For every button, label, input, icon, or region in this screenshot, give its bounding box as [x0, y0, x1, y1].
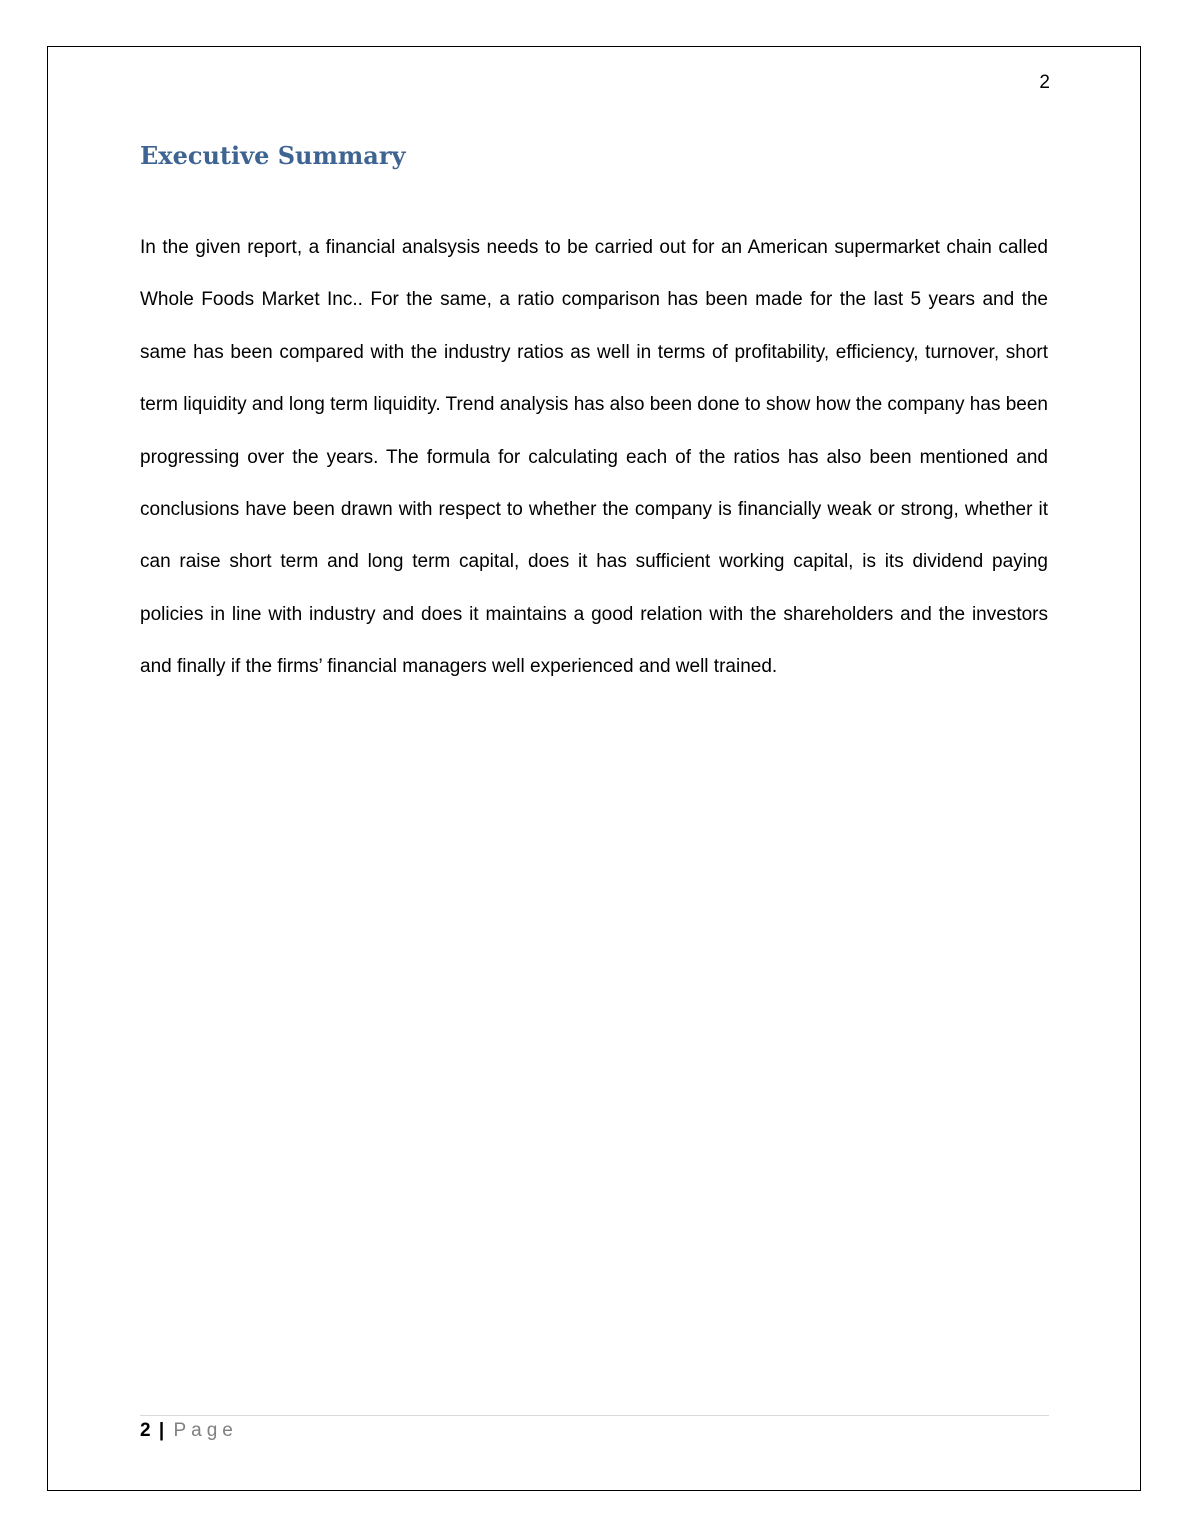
footer-divider [140, 1415, 1049, 1416]
page-footer [140, 1419, 238, 1443]
footer-page-number: 2 [140, 1420, 151, 1441]
section-heading: Executive Summary [140, 141, 406, 170]
footer-separator: | [158, 1420, 165, 1441]
footer-page-label: Page [173, 1420, 238, 1441]
header-page-number: 2 [1039, 72, 1050, 93]
summary-paragraph: In the given report, a financial analsysis needs to be carried out for an American supermarket chain called Whole Foods Market Inc.. For the same, a ratio comparison has been made for the last 5 years and the same has been compared with the industry ratios as well in terms of profitability, efficiency, turnover, short term liquidity and long term liquidity. Trend analysis has also been done to show how the company has been progressing over the years. The formula for calculating each of the ratios has also been mentioned and conclusions have been drawn with respect to whether the company is financially weak or strong, whether it can raise short term and long term capital, does it has sufficient working capital, is its dividend paying policies in line with industry and does it maintains a good relation with the shareholders and the investors and finally if the firms’ financial managers well experienced and well trained. [140, 237, 1048, 678]
